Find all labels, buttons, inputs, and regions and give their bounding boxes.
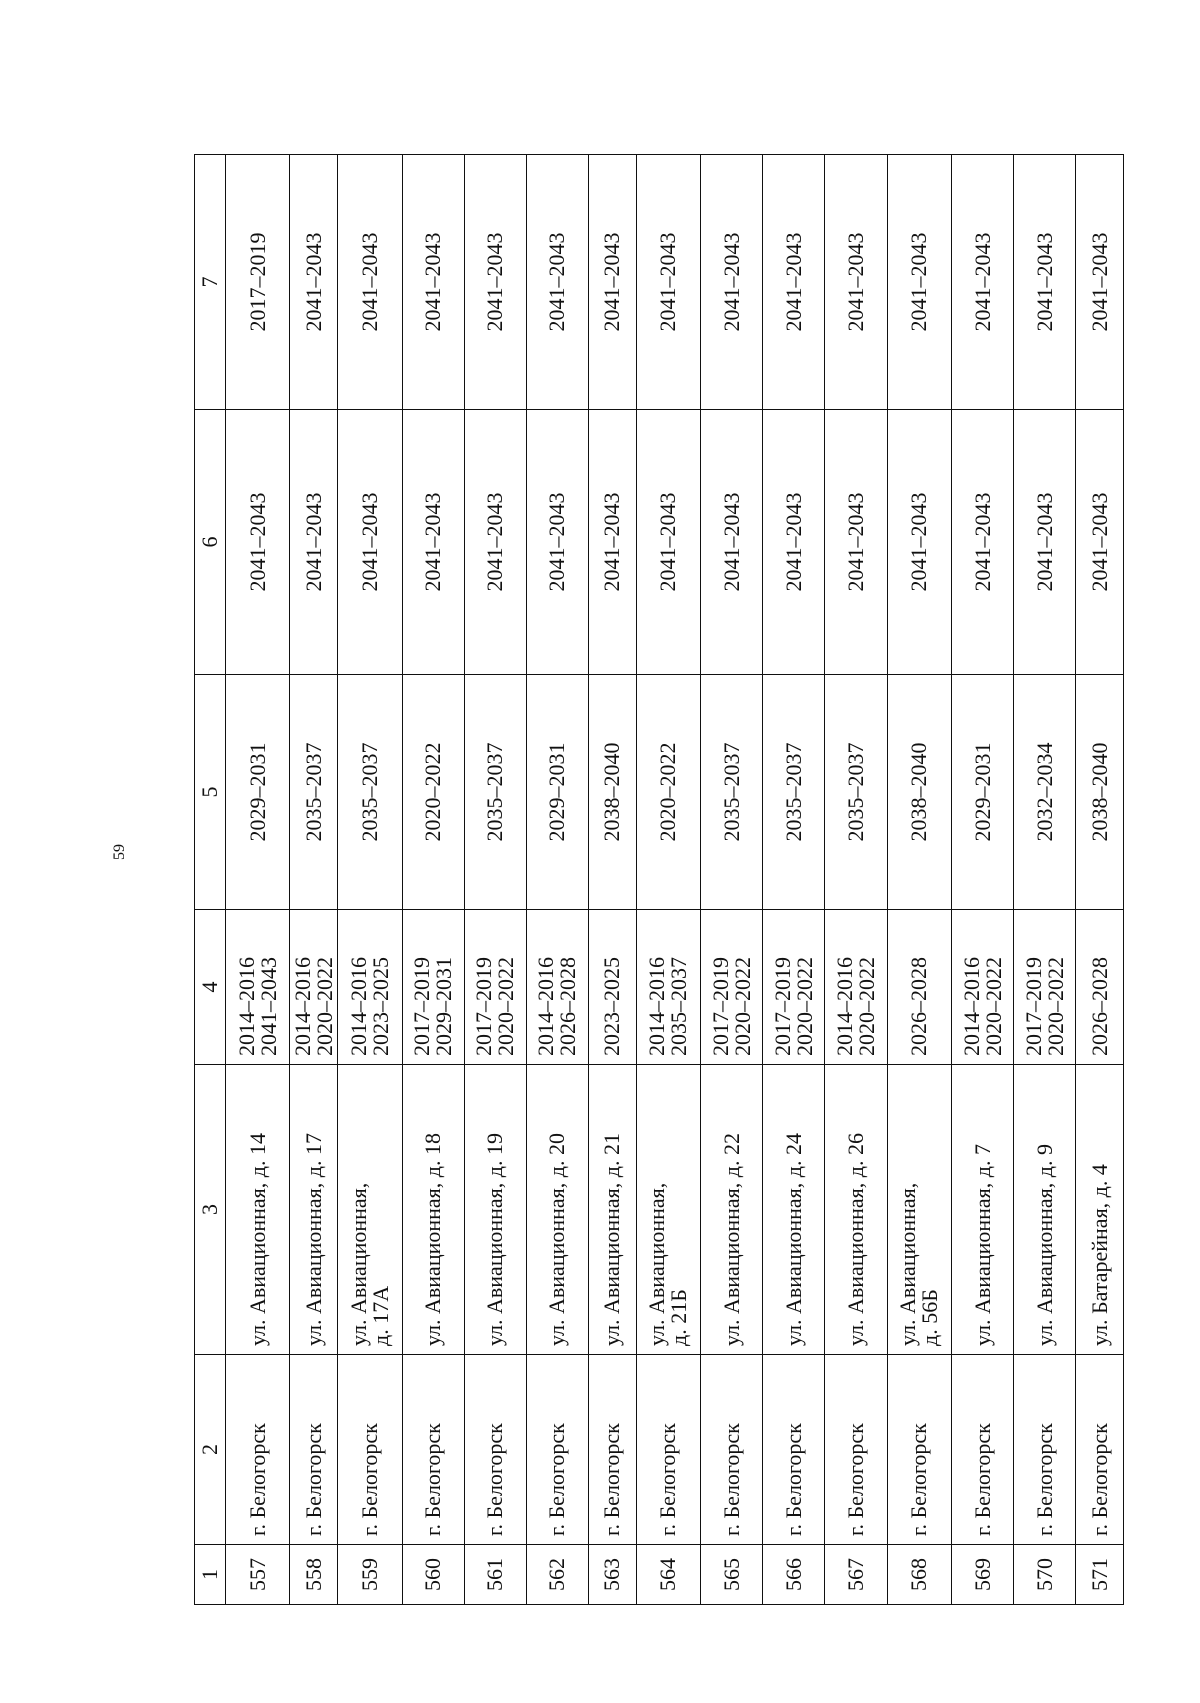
period-col5-cell: 2029–2031: [951, 675, 1013, 910]
period-col7-cell: 2041–2043: [1014, 155, 1076, 410]
period-line: 2023–2025: [599, 957, 625, 1056]
periods-cell: [636, 910, 700, 1065]
address-line: ул. Авиационная,: [895, 1182, 921, 1346]
table-row: [588, 155, 636, 1605]
period-col5-cell: 2035–2037: [464, 675, 526, 910]
periods-cell: [1076, 910, 1124, 1065]
col-header-2: 2: [195, 1355, 226, 1545]
period-col7-cell: 2017–2019: [226, 155, 290, 410]
period-col6-cell: 2041–2043: [338, 410, 402, 675]
address-line: ул. Авиационная,: [345, 1182, 371, 1346]
period-col6-cell: 2041–2043: [887, 410, 951, 675]
address-cell: [951, 1065, 1013, 1355]
row-number: 567: [825, 1545, 887, 1605]
period-line: 2035–2037: [666, 957, 692, 1056]
period-line: 2014–2016: [831, 957, 857, 1056]
col-header-1: 1: [195, 1545, 226, 1605]
row-number: 566: [763, 1545, 825, 1605]
period-col6-cell: 2041–2043: [951, 410, 1013, 675]
table-row: [1076, 155, 1124, 1605]
period-line: 2020–2022: [791, 957, 817, 1056]
table-row: [701, 155, 763, 1605]
city-cell: г. Белогорск: [338, 1355, 402, 1545]
periods-cell: [588, 910, 636, 1065]
address-cell: [887, 1065, 951, 1355]
col-header-6: 6: [195, 410, 226, 675]
city-cell: г. Белогорск: [526, 1355, 588, 1545]
periods-cell: [825, 910, 887, 1065]
address-line: ул. Авиационная, д. 14: [244, 1133, 270, 1346]
table-row: [338, 155, 402, 1605]
period-col7-cell: 2041–2043: [636, 155, 700, 410]
period-line: 2020–2022: [493, 957, 519, 1056]
table-body: [226, 155, 1124, 1605]
periods-cell: [1014, 910, 1076, 1065]
row-number: 568: [887, 1545, 951, 1605]
period-col5-cell: 2035–2037: [290, 675, 338, 910]
col-header-5: 5: [195, 675, 226, 910]
table-row: [951, 155, 1013, 1605]
periods-cell: [763, 910, 825, 1065]
address-cell: [1076, 1065, 1124, 1355]
address-line: ул. Авиационная, д. 9: [1031, 1144, 1057, 1346]
period-col5-cell: 2020–2022: [636, 675, 700, 910]
schedule-table: [194, 154, 1124, 1605]
address-line: ул. Авиационная, д. 22: [718, 1133, 744, 1346]
period-col6-cell: 2041–2043: [825, 410, 887, 675]
row-number: 569: [951, 1545, 1013, 1605]
period-line: 2029–2031: [431, 957, 457, 1056]
period-col7-cell: 2041–2043: [464, 155, 526, 410]
period-line: 2020–2022: [980, 957, 1006, 1056]
table-row: [402, 155, 464, 1605]
period-col6-cell: 2041–2043: [1014, 410, 1076, 675]
row-number: 560: [402, 1545, 464, 1605]
rotated-table-container: [194, 155, 1122, 1605]
row-number: 559: [338, 1545, 402, 1605]
address-line: ул. Авиационная, д. 17: [300, 1133, 326, 1346]
period-col6-cell: 2041–2043: [290, 410, 338, 675]
city-cell: г. Белогорск: [402, 1355, 464, 1545]
period-col7-cell: 2041–2043: [1076, 155, 1124, 410]
period-line: 2020–2022: [311, 957, 337, 1056]
city-cell: г. Белогорск: [701, 1355, 763, 1545]
period-col6-cell: 2041–2043: [636, 410, 700, 675]
period-col7-cell: 2041–2043: [402, 155, 464, 410]
period-line: 2014–2016: [289, 957, 315, 1056]
period-col5-cell: 2035–2037: [338, 675, 402, 910]
col-header-7: 7: [195, 155, 226, 410]
address-cell: [290, 1065, 338, 1355]
row-number: 563: [588, 1545, 636, 1605]
period-line: 2014–2016: [533, 957, 559, 1056]
period-col7-cell: 2041–2043: [763, 155, 825, 410]
period-col5-cell: 2038–2040: [887, 675, 951, 910]
period-col5-cell: 2032–2034: [1014, 675, 1076, 910]
address-cell: [526, 1065, 588, 1355]
period-col5-cell: 2035–2037: [701, 675, 763, 910]
period-line: 2026–2028: [1086, 957, 1112, 1056]
row-number: 558: [290, 1545, 338, 1605]
address-cell: [226, 1065, 290, 1355]
period-col7-cell: 2041–2043: [338, 155, 402, 410]
table-row: [825, 155, 887, 1605]
city-cell: г. Белогорск: [290, 1355, 338, 1545]
table-row: [290, 155, 338, 1605]
row-number: 562: [526, 1545, 588, 1605]
address-cell: [338, 1065, 402, 1355]
address-cell: [588, 1065, 636, 1355]
period-line: 2020–2022: [729, 957, 755, 1056]
period-col5-cell: 2038–2040: [588, 675, 636, 910]
address-line: ул. Авиационная, д. 19: [482, 1133, 508, 1346]
table-header-row: [195, 155, 226, 1605]
table-row: [763, 155, 825, 1605]
row-number: 571: [1076, 1545, 1124, 1605]
period-col6-cell: 2041–2043: [402, 410, 464, 675]
city-cell: г. Белогорск: [464, 1355, 526, 1545]
period-line: 2026–2028: [906, 957, 932, 1056]
period-line: 2023–2025: [367, 957, 393, 1056]
col-header-4: 4: [195, 910, 226, 1065]
address-cell: [636, 1065, 700, 1355]
period-line: 2041–2043: [255, 957, 281, 1056]
period-line: 2014–2016: [345, 957, 371, 1056]
period-line: 2014–2016: [644, 957, 670, 1056]
period-col7-cell: 2041–2043: [526, 155, 588, 410]
address-line: д. 17А: [367, 1285, 393, 1346]
periods-cell: [887, 910, 951, 1065]
period-line: 2017–2019: [409, 957, 435, 1056]
address-cell: [763, 1065, 825, 1355]
city-cell: г. Белогорск: [825, 1355, 887, 1545]
period-col6-cell: 2041–2043: [226, 410, 290, 675]
period-col6-cell: 2041–2043: [464, 410, 526, 675]
row-number: 565: [701, 1545, 763, 1605]
period-line: 2020–2022: [1042, 957, 1068, 1056]
address-cell: [402, 1065, 464, 1355]
table-row: [226, 155, 290, 1605]
period-col7-cell: 2041–2043: [588, 155, 636, 410]
address-line: ул. Авиационная, д. 20: [544, 1133, 570, 1346]
city-cell: г. Белогорск: [588, 1355, 636, 1545]
period-col6-cell: 2041–2043: [1076, 410, 1124, 675]
period-col5-cell: 2020–2022: [402, 675, 464, 910]
period-col7-cell: 2041–2043: [825, 155, 887, 410]
address-cell: [701, 1065, 763, 1355]
period-line: 2017–2019: [471, 957, 497, 1056]
address-cell: [464, 1065, 526, 1355]
address-cell: [1014, 1065, 1076, 1355]
table-row: [636, 155, 700, 1605]
address-line: ул. Авиационная, д. 26: [842, 1133, 868, 1346]
address-line: ул. Батарейная, д. 4: [1086, 1164, 1112, 1346]
period-line: 2017–2019: [769, 957, 795, 1056]
periods-cell: [402, 910, 464, 1065]
periods-cell: [290, 910, 338, 1065]
period-line: 2026–2028: [555, 957, 581, 1056]
period-col5-cell: 2035–2037: [763, 675, 825, 910]
address-line: ул. Авиационная, д. 24: [780, 1133, 806, 1346]
periods-cell: [701, 910, 763, 1065]
period-col6-cell: 2041–2043: [763, 410, 825, 675]
city-cell: г. Белогорск: [951, 1355, 1013, 1545]
period-col6-cell: 2041–2043: [588, 410, 636, 675]
address-line: ул. Авиационная, д. 7: [969, 1144, 995, 1346]
period-col5-cell: 2029–2031: [526, 675, 588, 910]
period-col7-cell: 2041–2043: [951, 155, 1013, 410]
city-cell: г. Белогорск: [887, 1355, 951, 1545]
table-row: [464, 155, 526, 1605]
period-line: 2020–2022: [853, 957, 879, 1056]
period-col7-cell: 2041–2043: [701, 155, 763, 410]
period-line: 2014–2016: [233, 957, 259, 1056]
periods-cell: [526, 910, 588, 1065]
city-cell: г. Белогорск: [226, 1355, 290, 1545]
row-number: 561: [464, 1545, 526, 1605]
col-header-3: 3: [195, 1065, 226, 1355]
table-row: [526, 155, 588, 1605]
row-number: 557: [226, 1545, 290, 1605]
page-number: 59: [111, 844, 128, 860]
address-line: ул. Авиационная, д. 18: [420, 1133, 446, 1346]
city-cell: г. Белогорск: [763, 1355, 825, 1545]
periods-cell: [464, 910, 526, 1065]
address-cell: [825, 1065, 887, 1355]
periods-cell: [226, 910, 290, 1065]
address-line: ул. Авиационная,: [644, 1182, 670, 1346]
periods-cell: [951, 910, 1013, 1065]
table-row: [1014, 155, 1076, 1605]
period-col5-cell: 2035–2037: [825, 675, 887, 910]
period-line: 2017–2019: [1020, 957, 1046, 1056]
period-line: 2017–2019: [707, 957, 733, 1056]
period-col6-cell: 2041–2043: [526, 410, 588, 675]
periods-cell: [338, 910, 402, 1065]
period-col5-cell: 2029–2031: [226, 675, 290, 910]
city-cell: г. Белогорск: [1076, 1355, 1124, 1545]
row-number: 570: [1014, 1545, 1076, 1605]
address-line: ул. Авиационная, д. 21: [599, 1133, 625, 1346]
period-col7-cell: 2041–2043: [887, 155, 951, 410]
period-line: 2014–2016: [958, 957, 984, 1056]
period-col6-cell: 2041–2043: [701, 410, 763, 675]
table-row: [887, 155, 951, 1605]
address-line: д. 56Б: [917, 1289, 943, 1346]
period-col5-cell: 2038–2040: [1076, 675, 1124, 910]
row-number: 564: [636, 1545, 700, 1605]
period-col7-cell: 2041–2043: [290, 155, 338, 410]
city-cell: г. Белогорск: [636, 1355, 700, 1545]
city-cell: г. Белогорск: [1014, 1355, 1076, 1545]
address-line: д. 21Б: [666, 1289, 692, 1346]
